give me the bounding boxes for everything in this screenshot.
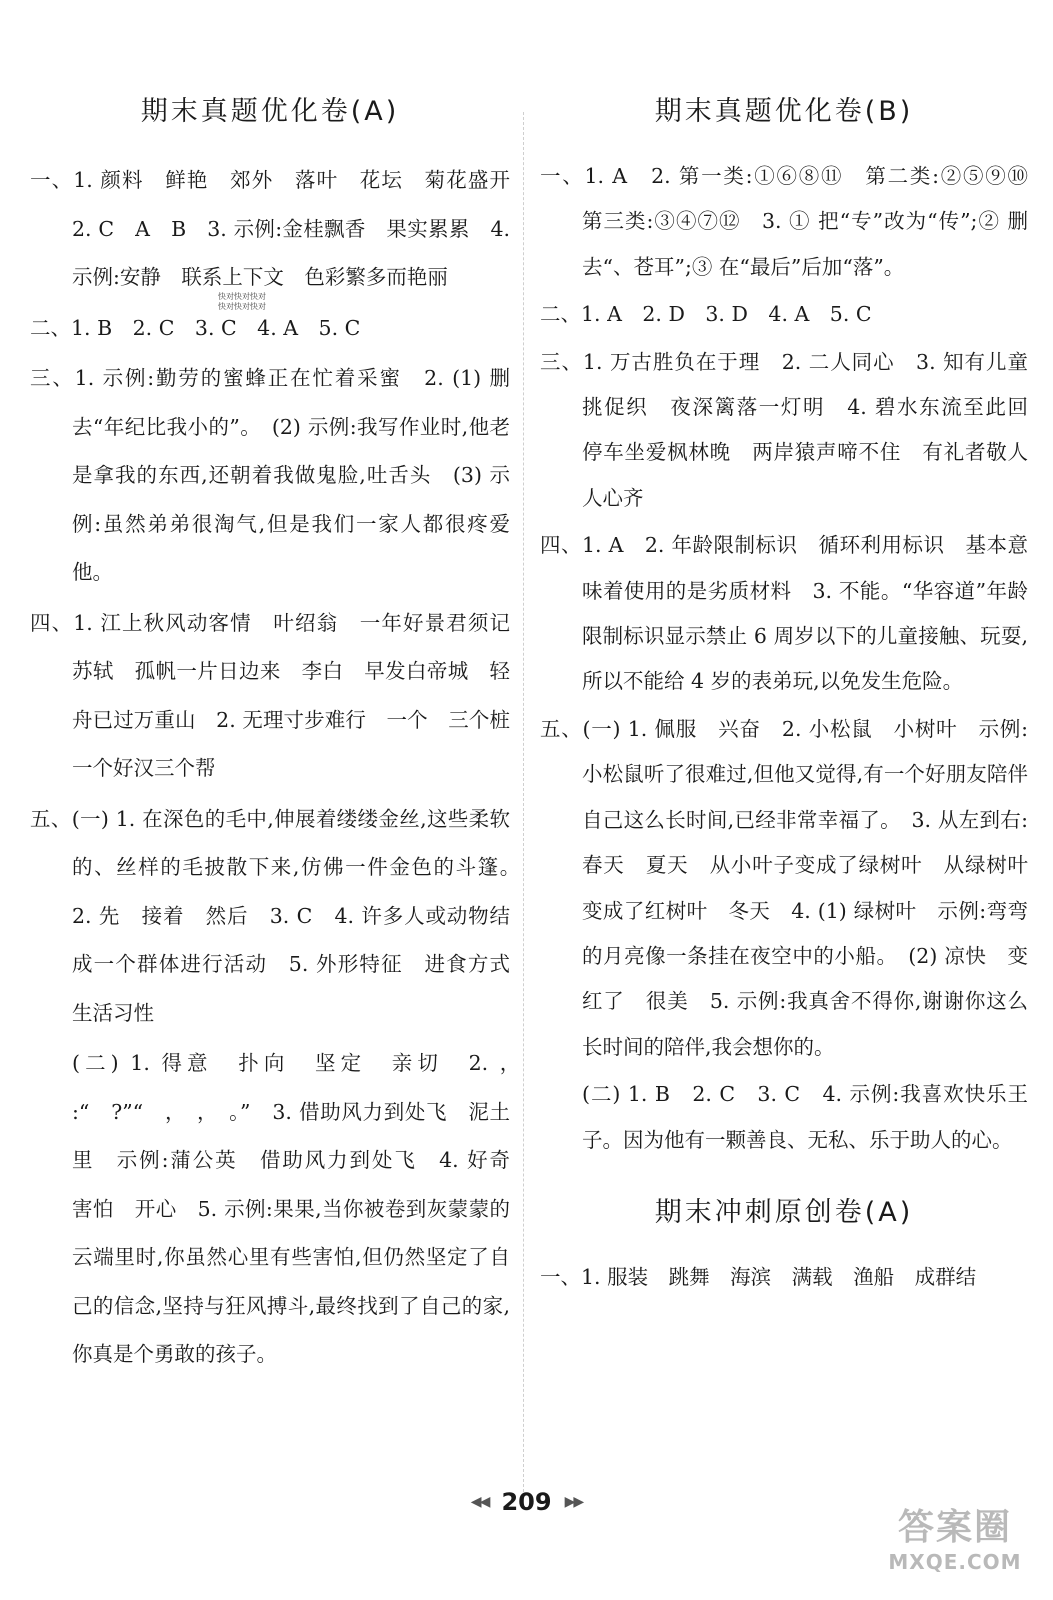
left-column [30, 88, 531, 1379]
watermark-url: MXQE.COM [888, 1550, 1022, 1574]
answer-paragraph: 一、1. 服装 跳舞 海滨 满载 渔船 成群结 [540, 1264, 977, 1289]
answer-paragraph: 一、1. 颜料 鲜艳 郊外 落叶 花坛 菊花盛开 2. C A B 3. 示例:金桂飘香 果实累累 4. 示例:安静 联系上下文 色彩繁多而艳丽 [30, 168, 531, 289]
watermark-logo [871, 1506, 1039, 1580]
prev-arrows-icon: ◀◀ [470, 1494, 489, 1510]
answer-paragraph: 三、1. 示例:勤劳的蜜蜂正在忙着采蜜 2. (1) 删去“年纪比我小的”。 (2) 示例:我写作业时,他老是拿我的东西,还朝着我做鬼脸,吐舌头 (3) 示例:虽然弟弟很淘气,但是我们一家人都很疼爱他。 [30, 366, 510, 584]
answer-paragraph: 五、(一) 1. 佩服 兴奋 2. 小松鼠 小树叶 示例:小松鼠听了很难过,但他又觉得,有一个好朋友陪伴自己这么长时间,已经非常幸福了。 3. 从左到右:春天 夏天 从小叶子变成了绿树叶 从绿树叶变成了红树叶 冬天 4. (1) 绿树叶 示例:弯弯的月亮像一条挂在夜空中的小船。 (2) 凉快 变红了 很美 5. 示例:我真舍不得你,谢谢你这么长时间的陪伴,我会想你的。 [540, 716, 1028, 1059]
answer-paragraph: 二、1. A 2. D 3. D 4. A 5. C [540, 302, 872, 327]
section-title-b: 期末真题优化卷(B) [654, 96, 914, 127]
section-title-sprint-a: 期末冲刺原创卷(A) [654, 1196, 914, 1228]
section-title-a: 期末真题优化卷(A) [140, 96, 400, 127]
answer-paragraph: 四、1. 江上秋风动客情 叶绍翁 一年好景君须记 苏轼 孤帆一片日边来 李白 早发白帝城 轻舟已过万重山 2. 无理寸步难行 一个 三个桩 一个好汉三个帮 [30, 610, 531, 780]
answer-paragraph: 四、1. A 2. 年龄限制标识 循环利用标识 基本意味着使用的是劣质材料 3. 不能。“华容道”年龄限制标识显示禁止 6 周岁以下的儿童接触、玩耍,所以不能给 4 岁的表弟玩,以免发生危险。 [540, 533, 1028, 694]
column-divider [523, 112, 524, 1492]
watermark-logo-text: 答案圈 [897, 1507, 1012, 1548]
stamp-note: 快对快对快对 快对快对快对 [218, 292, 266, 311]
right-column [540, 88, 1049, 1300]
answer-sub-paragraph: (二) 1. B 2. C 3. C 4. 示例:我喜欢快乐王子。因为他有一颗善良、无私、乐于助人的心。 [582, 1082, 1028, 1152]
answer-paragraph: 二、1. B 2. C 3. C 4. A 5. C [30, 315, 361, 340]
answer-paragraph: 五、(一) 1. 在深色的毛中,伸展着缕缕金丝,这些柔软的、丝样的毛披散下来,仿佛一件金色的斗篷。 2. 先 接着 然后 3. C 4. 许多人或动物结成一个群体进行活动 5. 外形特征 进食方式 生活习性 [30, 806, 531, 1025]
answer-sub-paragraph: (二) 1. 得意 扑向 坚定 亲切 2. ， :“ ?”“ ， ， 。” 3. 借助风力到处飞 泥土里 示例:蒲公英 借助风力到处飞 4. 好奇 害怕 开心 5. 示例:果果,当你被卷到灰蒙蒙的云端里时,你虽然心里有些害怕,但仍然坚定了自己的信念,坚持与狂风搏斗,最终找到了自己的家,你真是个勇敢的孩子。 [72, 1051, 531, 1366]
next-arrows-icon: ▶▶ [564, 1494, 583, 1510]
answer-paragraph: 一、1. A 2. 第一类:①⑥⑧⑪ 第二类:②⑤⑨⑩ 第三类:③④⑦⑫ 3. ① 把“专”改为“传”;② 删去“、苍耳”;③ 在“最后”后加“落”。 [540, 164, 1049, 279]
page-number: 209 [501, 1488, 552, 1516]
answer-paragraph: 三、1. 万古胜负在于理 2. 二人同心 3. 知有儿童挑促织 夜深篱落一灯明 4. 碧水东流至此回 停车坐爱枫林晚 两岸猿声啼不住 有礼者敬人 人心齐 [540, 349, 1049, 510]
